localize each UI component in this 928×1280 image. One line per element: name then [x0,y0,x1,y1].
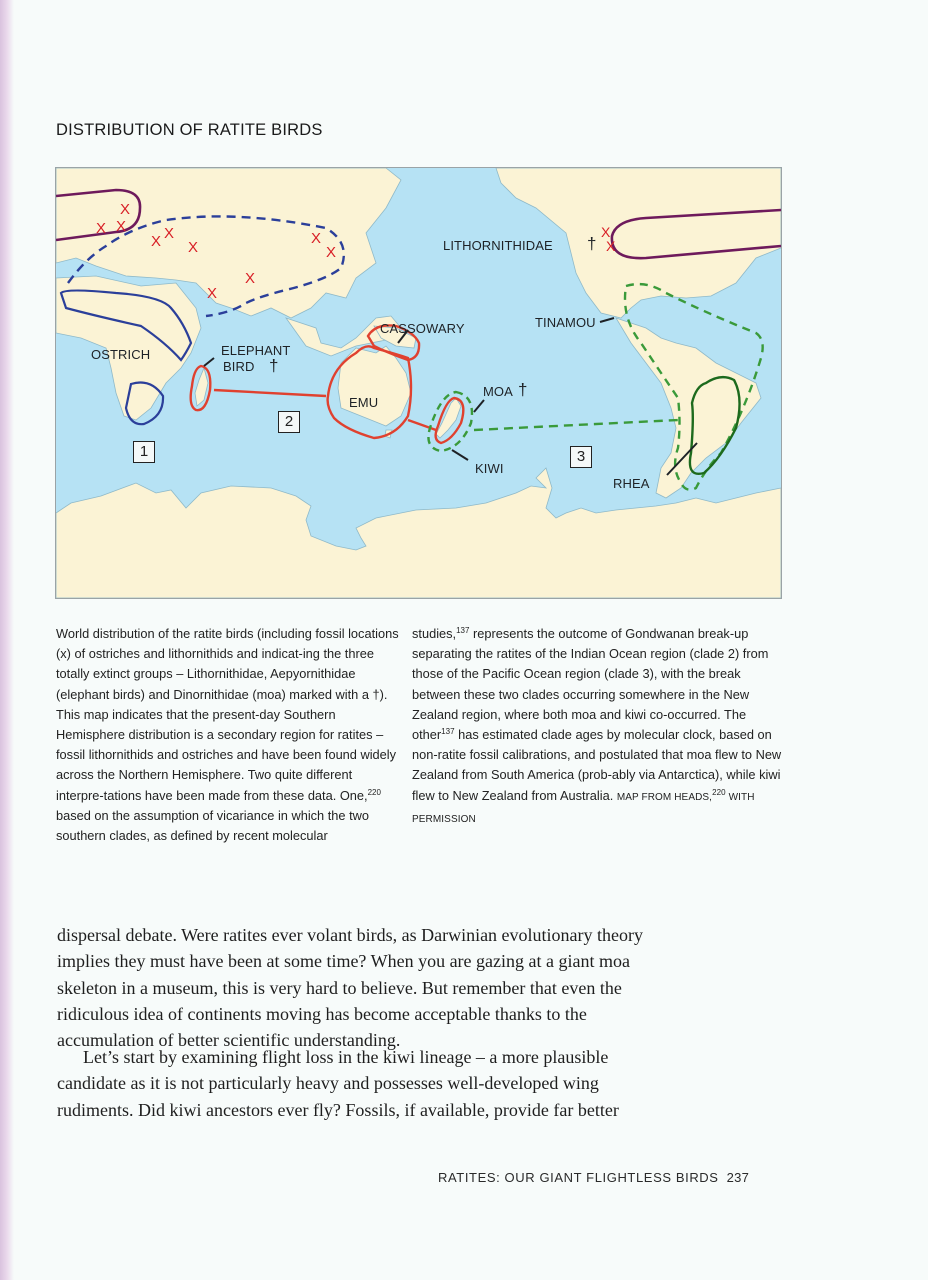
body-paragraph-2: Let’s start by examining flight loss in the kiwi lineage – a more plausible candidate as it is not particularly heavy and possesses well-developed wing rudiments. Did kiwi ancestors ever fly? Fossils, if available, provide far better [57,1047,619,1120]
label-elephant-bird-1: ELEPHANT [221,343,291,358]
label-moa: MOA [483,384,513,399]
credit-text: MAP FROM HEADS, [616,791,713,803]
extinct-dagger-icon: † [518,380,528,399]
fossil-marker: X [120,201,131,218]
label-cassowary: CASSOWARY [380,321,465,336]
clade-box-1: 1 [133,441,155,463]
fossil-marker: X [207,285,218,302]
running-head: RATITES: OUR GIANT FLIGHTLESS BIRDS [438,1170,719,1185]
fossil-marker: X [311,230,322,247]
fossil-marker: X [606,238,616,254]
fossil-marker: X [96,220,107,237]
leader-elephant-bird [204,358,214,366]
extinct-dagger-icon: † [269,356,279,375]
reference-superscript: 137 [456,626,470,635]
land-madagascar [195,368,208,406]
fossil-marker: X [601,224,611,240]
fossil-marker: X [188,239,199,256]
page-footer [438,1170,749,1185]
label-ostrich: OSTRICH [91,347,151,362]
fossil-marker: X [116,218,127,235]
leader-lines [204,318,697,475]
reference-superscript: 220 [367,787,381,797]
figure-title: DISTRIBUTION OF RATITE BIRDS [56,121,323,139]
leader-moa [474,400,484,412]
caption-text: based on the assumption of vicariance in which the two southern clades, as defined by recent molecular [56,807,369,844]
ratite-distribution-map [55,167,782,599]
fossil-marker: X [151,233,162,250]
label-rhea: RHEA [613,476,650,491]
page-number: 237 [726,1170,750,1185]
link-moa-rhea [474,420,678,430]
caption-text: World distribution of the ratite birds (including fossil locations (x) of ostriches and lithornithids and indicat-ing the three totally extinct groups – Lithornithidae, Aepyornithidae (elephant birds) and Dinornithidae (moa) marked with a †). This map indicates that the present-day Southern Hemisphere distribution is a secondary region for ratites – fossil lithornithids and ostriches and have been found widely across the Northern Hemisphere. Two quite different interpre-tations have been made from these data. One, [56,626,399,803]
credit-text: WITH PERMISSION [412,791,755,825]
caption-text: studies, [412,626,457,641]
extinct-dagger-icon: † [587,234,597,253]
leader-kiwi [452,450,468,460]
fossil-marker: X [245,270,256,287]
reference-superscript: 220 [712,787,726,797]
label-emu: EMU [349,395,379,410]
fossil-marker: X [164,225,175,242]
label-tinamou: TINAMOU [535,315,596,330]
clade-box-3: 3 [570,446,592,468]
leader-tinamou [600,318,614,322]
link-elephant-bird-emu [214,390,326,396]
caption-text: has estimated clade ages by molecular clock, based on non-ratite fossil calibrations, and postulated that moa flew to New Zealand from South America (prob-ably via Antarctica), while kiwi flew to New Zealand from Australia. [412,727,782,803]
fossil-marker: X [326,244,337,261]
label-kiwi: KIWI [475,461,504,476]
clade-box-2: 2 [278,411,300,433]
reference-superscript: 137 [441,727,455,737]
caption-text: represents the outcome of Gondwanan break-up separating the ratites of the Indian Ocean region (clade 2) from those of the Pacific Ocean region (clade 3), with the break between these two clades occurring somewhere in the New Zealand region, where both moa and kiwi co-occurred. The other [412,626,769,743]
figure-caption-col2 [412,624,784,830]
book-spine-shadow [0,0,14,1280]
body-paragraph-1: dispersal debate. Were ratites ever volant birds, as Darwinian evolutionary theory implies they must have been at some time? When you are gazing at a giant moa skeleton in a museum, this is very hard to believe. But remember that even the ridiculous idea of continents moving has become acceptable thanks to the accumulation of better scientific understanding. [57,925,644,1051]
figure-caption-col1 [56,624,401,846]
label-lithornithidae: LITHORNITHIDAE [443,238,553,253]
label-elephant-bird-2: BIRD [223,359,255,374]
